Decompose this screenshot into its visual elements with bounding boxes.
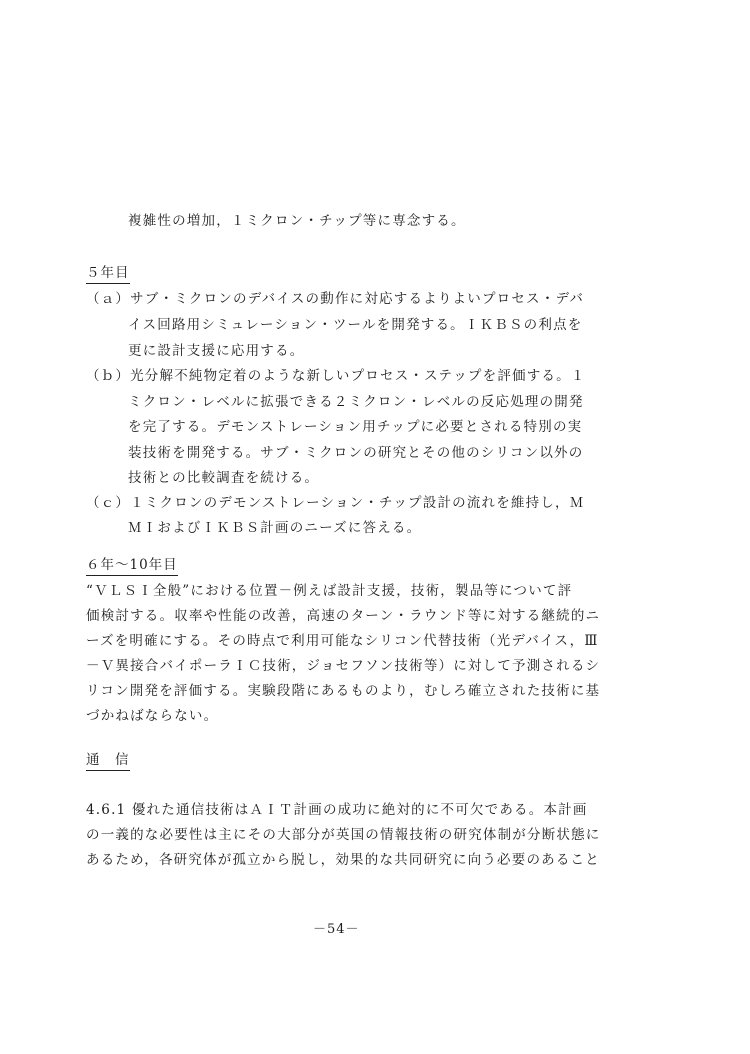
year6-10-line-6: づかねばならない。 bbox=[86, 708, 219, 724]
section-heading-year6-10: ６年〜10年目 bbox=[86, 556, 178, 576]
item-c-line-1: （ｃ）１ミクロンのデモンストレーション・チップ設計の流れを維持し，Ｍ bbox=[86, 495, 585, 511]
comm-line-3: あるため，各研究体が孤立から脱し，効果的な共同研究に向う必要のあること bbox=[86, 852, 600, 868]
item-a-line-3: 更に設計支援に応用する。 bbox=[128, 343, 305, 359]
section-heading-communications: 通 信 bbox=[86, 751, 130, 771]
comm-line-1: 4.6.1 優れた通信技術はＡＩＴ計画の成功に絶対的に不可欠である。本計画 bbox=[86, 802, 588, 818]
year6-10-line-3: ーズを明確にする。その時点で利用可能なシリコン代替技術（光デバイス，Ⅲ bbox=[86, 633, 599, 649]
item-b-line-3: を完了する。デモンストレーション用チップに必要とされる特別の実 bbox=[128, 419, 583, 435]
comm-line-2: の一義的な必要性は主にその大部分が英国の情報技術の研究体制が分断状態に bbox=[86, 827, 601, 843]
year6-10-line-1: “ＶＬＳＩ全般”における位置－例えば設計支援，技術，製品等について評 bbox=[86, 583, 573, 599]
item-b-line-1: （ｂ）光分解不純物定着のような新しいプロセス・ステップを評価する。１ bbox=[86, 368, 586, 384]
item-c-line-2: ＭＩおよびＩＫＢＳ計画のニーズに答える。 bbox=[128, 520, 422, 536]
page-number: －54－ bbox=[313, 922, 360, 937]
intro-line: 複雑性の増加，１ミクロン・チップ等に専念する。 bbox=[128, 213, 466, 229]
year6-10-line-2: 価検討する。収率や性能の改善，高速のターン・ラウンド等に対する継続的ニ bbox=[86, 608, 601, 624]
item-a-line-2: イス回路用シミュレーション・ツールを開発する。ＩＫＢＳの利点を bbox=[128, 317, 583, 333]
item-b-line-2: ミクロン・レベルに拡張できる２ミクロン・レベルの反応処理の開発 bbox=[128, 394, 584, 410]
year6-10-line-5: リコン開発を評価する。実験段階にあるものより，むしろ確立された技術に基 bbox=[86, 683, 601, 699]
item-b-line-5: 技術との比較調査を続ける。 bbox=[128, 470, 320, 486]
item-b-line-4: 装技術を開発する。サブ・ミクロンの研究とその他のシリコン以外の bbox=[128, 445, 584, 461]
item-a-line-1: （ａ）サブ・ミクロンのデバイスの動作に対応するよりよいプロセス・デバ bbox=[86, 291, 585, 307]
section-heading-year5: ５年目 bbox=[86, 264, 130, 284]
year6-10-line-4: －Ｖ異接合バイポーラＩＣ技術，ジョセフソン技術等）に対して予測されるシ bbox=[86, 658, 601, 674]
